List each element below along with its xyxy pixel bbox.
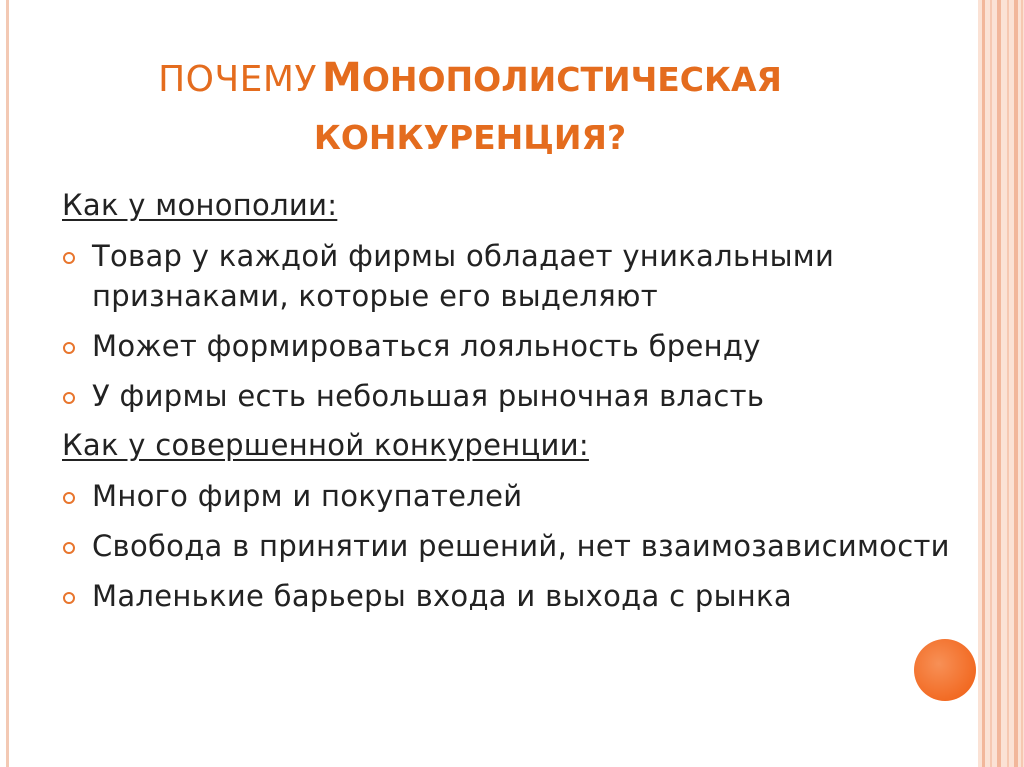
list-item — [62, 376, 962, 416]
list-item — [62, 236, 962, 316]
list-item — [62, 576, 962, 616]
title-line-2: КОНКУРЕНЦИЯ? — [313, 118, 627, 157]
title-rest: ОНОПОЛИСТИЧЕСКАЯ — [361, 60, 782, 99]
ring-bullet-icon — [63, 542, 75, 554]
list-item — [62, 476, 962, 516]
stripe — [997, 0, 1001, 767]
stripe — [1014, 0, 1018, 767]
title-prefix: ПОЧЕМУ — [158, 59, 317, 100]
decorative-stripes — [978, 0, 1024, 767]
title-cap: М — [322, 55, 362, 101]
list-item-text: Товар у каждой фирмы обладает уникальными признаками, которые его выделяют — [92, 239, 835, 313]
section-heading-monopoly: Как у монополии: — [62, 188, 338, 222]
list-item-text: Может формироваться лояльность бренду — [92, 329, 761, 363]
list-item-text: Маленькие барьеры входа и выхода с рынка — [92, 579, 792, 613]
title-line-1 — [0, 52, 940, 112]
stripe — [990, 0, 992, 767]
ring-bullet-icon — [63, 492, 75, 504]
section-heading-perfect-competition: Как у совершенной конкуренции: — [62, 428, 589, 462]
ring-bullet-icon — [63, 342, 75, 354]
stripe — [982, 0, 985, 767]
slide-title — [0, 52, 940, 164]
stripe — [1007, 0, 1009, 767]
title-main — [322, 55, 782, 101]
list-item-text: У фирмы есть небольшая рыночная власть — [92, 379, 765, 413]
stripe — [1021, 0, 1023, 767]
list-item — [62, 526, 962, 566]
slide-content — [62, 186, 962, 626]
list-item — [62, 326, 962, 366]
ring-bullet-icon — [63, 252, 75, 264]
orange-circle-icon — [914, 639, 976, 701]
ring-bullet-icon — [63, 392, 75, 404]
list-item-text: Много фирм и покупателей — [92, 479, 523, 513]
list-item-text: Свобода в принятии решений, нет взаимозависимости — [92, 529, 950, 563]
ring-bullet-icon — [63, 592, 75, 604]
